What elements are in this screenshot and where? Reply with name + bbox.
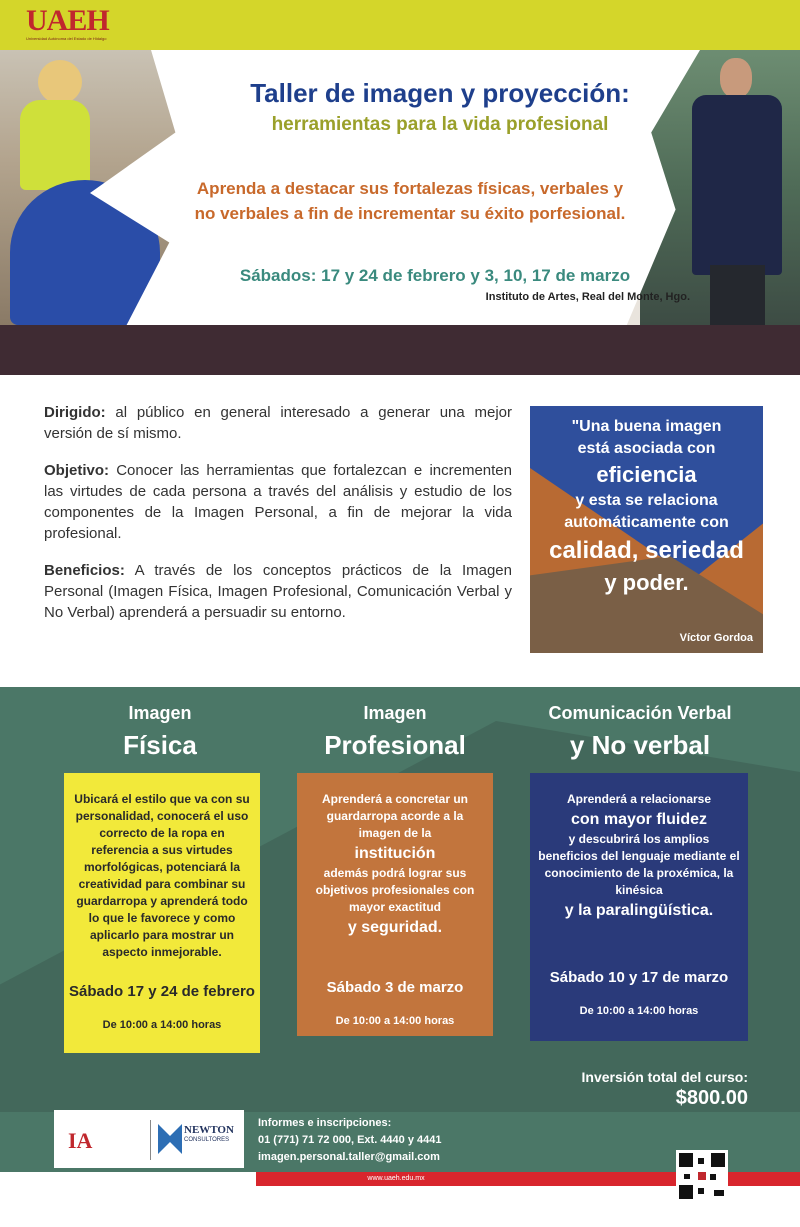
partner-logo-ia: IA [68,1128,93,1153]
module-card-date: Sábado 17 y 24 de febrero [69,983,255,1000]
module-card-comunicacion [530,773,748,1041]
module-card-date: Sábado 10 y 17 de marzo [549,969,729,986]
quote-line: y poder. [604,570,689,595]
contact-info [258,1115,441,1166]
quote-line: y esta se relaciona [575,492,718,509]
quote-line: eficiencia [596,462,697,487]
module-card-hours: De 10:00 a 14:00 horas [102,1019,222,1031]
module-card-text: Aprenderá a relacionarse [566,792,712,806]
modules-section [0,687,800,1112]
module-1-heading [60,701,260,765]
module-card-emphasis: y seguridad. [347,919,443,936]
tagline [120,176,700,226]
module-heading-big: Profesional [324,730,466,760]
qr-code-icon[interactable] [676,1150,728,1202]
module-card-body [305,791,485,939]
module-card-emphasis: y la paralingüística. [564,902,714,919]
module-heading-big: y No verbal [569,730,711,760]
dirigido-paragraph [44,402,512,444]
module-card-body: Ubicará el estilo que va con su personalidad, conocerá el uso correcto de la ropa en referencia a sus virtudes morfológicas, potenciará la creatividad para combinar su guardarropa y aprenderá todo lo que le favorece y como aplicarlo para mostrar un aspecto inmejorable. [74,792,250,959]
beneficios-text: A través de los conceptos prácticos de la Imagen Personal (Imagen Física, Imagen Profesional, Comunicación Verbal y No Verbal) aprenderá a persuadir su entorno. [44,562,512,621]
module-heading-big: Física [123,730,197,760]
module-card-hours: De 10:00 a 14:00 horas [335,1015,455,1027]
maroon-divider [0,325,800,375]
dirigido-label: Dirigido: [44,404,106,421]
quote-line: "Una buena imagen [571,418,722,435]
partner-logos [54,1110,244,1168]
uaeh-logo [26,6,126,46]
contact-email[interactable]: imagen.personal.taller@gmail.com [258,1151,440,1163]
uaeh-logo-subtitle: Universidad Autónoma del Estado de Hidalgo [26,36,107,41]
module-card-text: además podrá lograr sus objetivos profesionales con mayor exactitud [315,866,475,914]
quote-line: automáticamente con [564,514,729,531]
objetivo-paragraph [44,460,512,544]
partner-divider [150,1120,151,1160]
quote-author: Víctor Gordoa [679,632,753,644]
top-strip [0,0,800,50]
quote-line: está asociada con [577,440,716,457]
tagline-line-1: Aprenda a destacar sus fortalezas físicas, verbales y [196,179,624,198]
objetivo-label: Objetivo: [44,462,110,479]
module-card-body [538,791,740,922]
contact-label: Informes e inscripciones: [258,1117,392,1129]
workshop-dates: Sábados: 17 y 24 de febrero y 3, 10, 17 de marzo [239,266,631,285]
info-section [44,402,512,639]
page-title: Taller de imagen y proyección: [250,78,630,108]
price-label: Inversión total del curso: [581,1069,748,1085]
module-card-date: Sábado 3 de marzo [326,979,464,996]
uaeh-logo-mark: UAEH [26,4,109,37]
beneficios-label: Beneficios: [44,562,125,579]
objetivo-text: Conocer las herramientas que fortalezcan e incrementen las virtudes de cada persona a través del análisis y estudio de los componentes de la Imagen Personal, a fin de mejorar la vida profesional. [44,462,512,542]
website-link[interactable]: www.uaeh.edu.mx [367,1175,425,1182]
quote-box [530,406,763,653]
newton-subtitle: CONSULTORES [184,1137,230,1143]
module-card-hours: De 10:00 a 14:00 horas [579,1005,699,1017]
price-amount: $800.00 [675,1087,748,1109]
newton-name: NEWTON [184,1124,234,1136]
module-heading-small: Comunicación Verbal [548,703,732,723]
module-2-heading [290,701,500,765]
contact-phone[interactable]: 01 (771) 71 72 000, Ext. 4440 y 4441 [258,1134,442,1146]
module-card-emphasis: institución [354,845,436,862]
module-heading-small: Imagen [128,703,192,723]
module-card-text: y descubrirá los amplios beneficios del lenguaje mediante el conocimiento de la proxémica, la kinésica [538,832,740,897]
module-card-text: Aprenderá a concretar un guardarropa acorde a la imagen de la [321,792,469,840]
module-heading-small: Imagen [363,703,427,723]
module-card-emphasis: con mayor fluidez [570,811,708,828]
dirigido-text: al público en general interesado a generar una mejor versión de sí mismo. [44,404,512,442]
tagline-line-2: no verbales a fin de incrementar su éxito porfesional. [194,204,626,223]
module-3-heading [520,701,760,765]
module-card-profesional [297,773,493,1036]
module-card-fisica [64,773,260,1053]
page-subtitle: herramientas para la vida profesional [271,114,609,135]
beneficios-paragraph [44,560,512,623]
quote-line: calidad, seriedad [549,537,744,564]
workshop-venue: Instituto de Artes, Real del Monte, Hgo. [485,291,690,303]
newton-logo-icon [158,1124,182,1154]
quote-text [530,416,763,598]
